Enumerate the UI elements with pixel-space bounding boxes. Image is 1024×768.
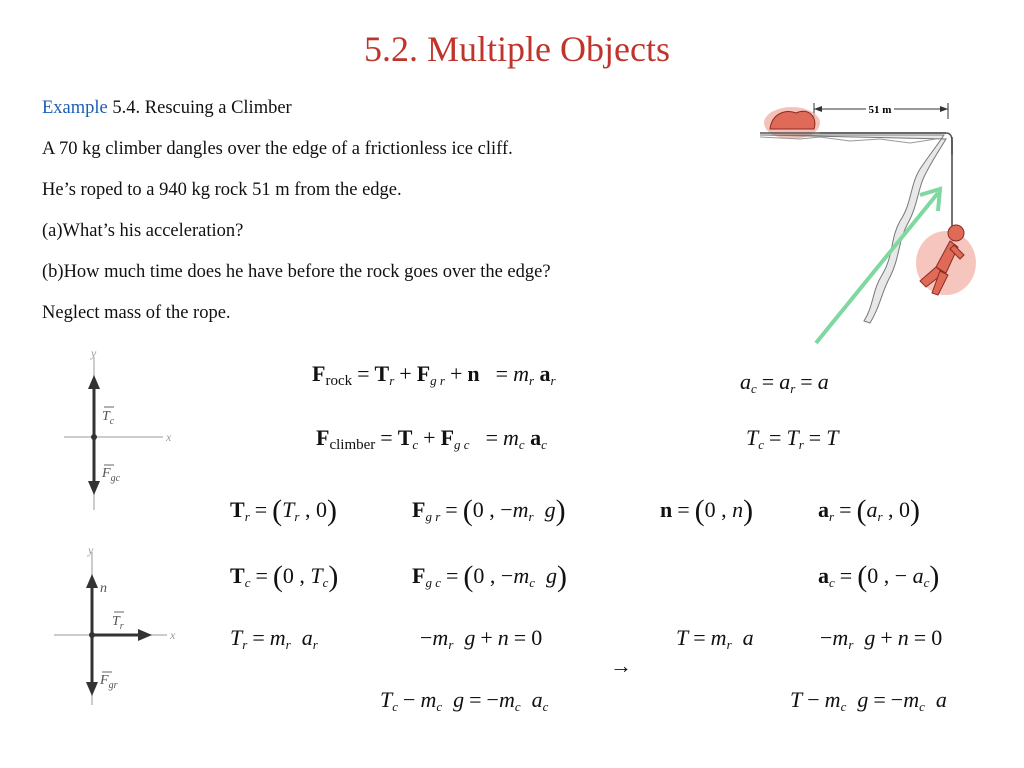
example-number: 5.4. Rescuing a Climber bbox=[107, 98, 292, 118]
eq-ar-vector: $a_r = (a_r$ , 0) bbox=[818, 494, 921, 527]
eq-climber-y-simplified: $T - m_c$ $g = -m_c$ a bbox=[790, 687, 947, 714]
eq-Fgc-vector: $F_{g c} = (0$ , $-m_c$ g) bbox=[412, 560, 567, 593]
gravity-label: $F_{gr}$ bbox=[100, 673, 118, 691]
example-line-3: (a)What’s his acceleration? bbox=[42, 221, 244, 241]
example-line-5: Neglect mass of the rope. bbox=[42, 303, 231, 323]
cliff-illustration bbox=[760, 95, 980, 355]
climber-figure bbox=[916, 225, 976, 295]
axis-x-label: x bbox=[170, 628, 176, 642]
axis-y-label: y bbox=[91, 346, 97, 360]
distance-label: 51 m bbox=[868, 104, 892, 116]
example-line-2: He’s roped to a 940 kg rock 51 m from the edge. bbox=[42, 180, 402, 200]
tension-label: $T_c$ bbox=[102, 409, 115, 427]
example-line-4: (b)How much time does he have before the rock goes over the edge? bbox=[42, 262, 551, 282]
fbd-climber bbox=[52, 540, 187, 710]
eq-Tr-vector: $T_r = (T_r$ , 0) bbox=[230, 494, 337, 527]
eq-rock-x-simplified: $T = m_r$ a bbox=[676, 625, 754, 652]
implies-arrow: → bbox=[610, 653, 632, 678]
eq-ac-vector: $a_c = (0$ , − $a_c$) bbox=[818, 560, 940, 593]
eq-n-vector: n = (0 , n) bbox=[660, 494, 754, 527]
example-heading bbox=[42, 96, 722, 137]
tension-label: $T_r$ bbox=[112, 614, 124, 632]
eq-Fgr-vector: $F_{g r} = (0$ , $-m_r$ g) bbox=[412, 494, 566, 527]
fbd-rock bbox=[58, 345, 178, 515]
eq-Tc-vector: $T_c = (0$ , $T_c$) bbox=[230, 560, 339, 593]
eq-climber-newton: $F_{climber} = T_c + F_{g c} = m_c$ $a_c$ bbox=[316, 425, 547, 453]
eq-rock-newton: $F_{rock} = T_r + F_{g r} + n = m_r$ $a_r$ bbox=[312, 361, 556, 389]
eq-tension-equal: $T_c = T_r = T$ bbox=[746, 425, 839, 452]
normal-label: n bbox=[100, 581, 107, 596]
eq-rock-y-simplified: $-m_r$ g + n = 0 bbox=[820, 625, 943, 652]
example-text bbox=[42, 96, 722, 342]
eq-rock-x: $T_r = m_r$ $a_r$ bbox=[230, 625, 318, 652]
gravity-label: $F_{gc}$ bbox=[102, 466, 121, 484]
example-line-1: A 70 kg climber dangles over the edge of a frictionless ice cliff. bbox=[42, 139, 513, 159]
eq-accel-equal: $a_c = a_r = a$ bbox=[740, 369, 829, 396]
eq-rock-y: $-m_r$ g + n = 0 bbox=[420, 625, 543, 652]
rock-figure bbox=[764, 107, 820, 139]
axis-y-label: y bbox=[88, 543, 94, 557]
example-label: Example bbox=[42, 98, 108, 118]
axis-x-label: x bbox=[166, 430, 172, 444]
eq-climber-y: $T_c - m_c$ $g = -m_c$ $a_c$ bbox=[380, 687, 549, 714]
slide-title: 5.2. Multiple Objects bbox=[364, 29, 670, 69]
